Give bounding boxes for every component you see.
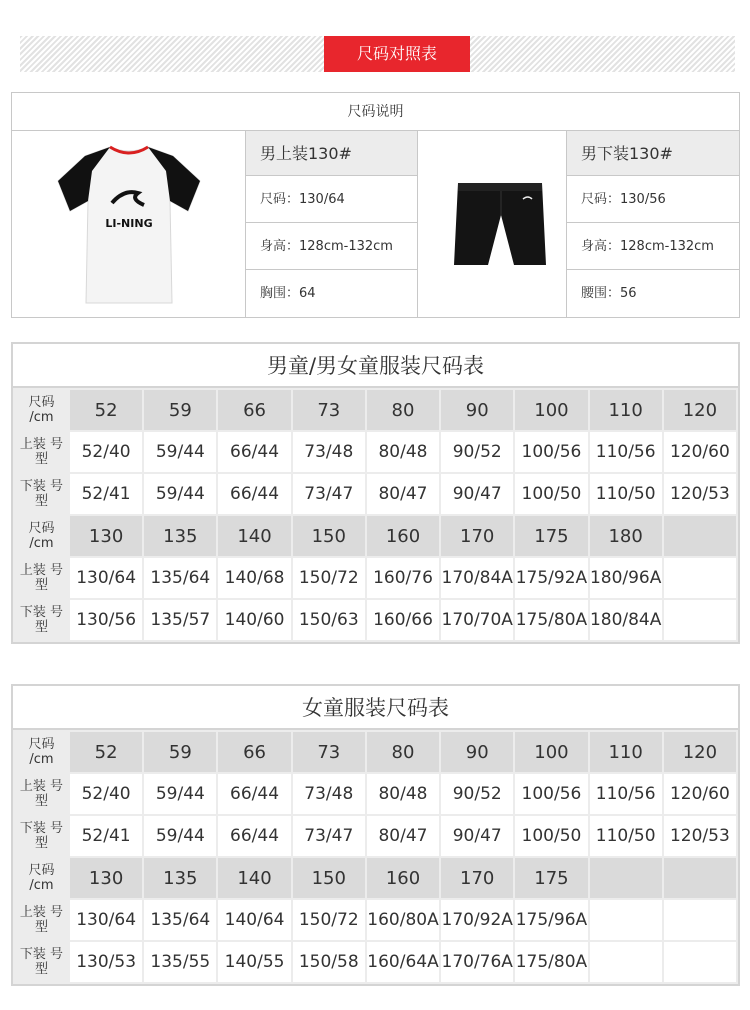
boys-size-table-title: 男童/男女童服装尺码表 [13,344,738,388]
top-cell: 100/56 [515,432,587,472]
size-description-title: 尺码说明 [12,93,739,131]
size-cell: 130 [70,858,142,898]
top-cell: 175/92A [515,558,587,598]
size-cell: 66 [218,390,290,430]
top-info-size: 尺码：130/64 [246,176,417,223]
tshirt-image-cell [12,131,246,317]
bottom-cell: 140/55 [218,942,290,982]
boys-size-table [11,342,740,644]
size-cell [664,858,736,898]
top-cell: 140/64 [218,900,290,940]
bottom-info-waist: 腰围：56 [581,286,637,301]
bottom-cell: 110/50 [590,816,662,856]
shorts-image-cell [418,131,567,317]
top-cell: 66/44 [218,432,290,472]
bottom-cell: 66/44 [218,816,290,856]
girls-size-grid [13,730,738,984]
top-cell: 52/40 [70,774,142,814]
top-cell: 52/40 [70,432,142,472]
size-cell: 140 [218,858,290,898]
bottom-cell: 80/47 [367,474,439,514]
top-cell: 90/52 [441,432,513,472]
banner-title: 尺码对照表 [324,36,470,72]
girls-size-table [11,684,740,986]
top-cell: 59/44 [144,432,216,472]
bottom-cell: 170/70A [441,600,513,640]
row-label-size: 尺码 /cm [15,390,68,430]
top-cell: 150/72 [293,558,365,598]
bottom-cell: 150/63 [293,600,365,640]
bottom-cell: 52/41 [70,474,142,514]
top-cell: 135/64 [144,900,216,940]
top-cell [664,558,736,598]
size-cell: 175 [515,858,587,898]
size-cell: 66 [218,732,290,772]
top-info-height: 身高：128cm-132cm [246,223,417,270]
bottom-cell: 120/53 [664,474,736,514]
row-label-top: 上装 号型 [15,432,68,472]
top-cell: 170/84A [441,558,513,598]
top-cell: 90/52 [441,774,513,814]
size-cell: 90 [441,732,513,772]
top-cell: 140/68 [218,558,290,598]
size-cell: 59 [144,732,216,772]
size-cell: 90 [441,390,513,430]
top-cell: 110/56 [590,432,662,472]
bottom-cell: 160/66 [367,600,439,640]
top-cell: 130/64 [70,900,142,940]
top-cell: 175/96A [515,900,587,940]
row-label-bottom: 下装 号型 [15,816,68,856]
row-label-size: 尺码 /cm [15,732,68,772]
boys-size-grid [13,388,738,642]
size-cell: 52 [70,732,142,772]
bottom-cell: 170/76A [441,942,513,982]
top-cell: 120/60 [664,432,736,472]
bottom-cell: 180/84A [590,600,662,640]
bottom-cell: 130/53 [70,942,142,982]
top-info-column [246,131,418,317]
size-cell: 150 [293,858,365,898]
bottom-cell: 100/50 [515,474,587,514]
row-label-bottom: 下装 号型 [15,474,68,514]
bottom-cell [664,600,736,640]
bottom-info-height: 身高：128cm-132cm [567,223,739,270]
top-cell: 66/44 [218,774,290,814]
bottom-cell: 59/44 [144,816,216,856]
bottom-cell: 66/44 [218,474,290,514]
row-label-bottom: 下装 号型 [15,600,68,640]
size-cell: 160 [367,516,439,556]
row-label-top: 上装 号型 [15,558,68,598]
top-cell: 100/56 [515,774,587,814]
bottom-info-size: 尺码：130/56 [567,176,739,223]
row-label-top: 上装 号型 [15,900,68,940]
row-label-size: 尺码 /cm [15,516,68,556]
size-cell: 120 [664,732,736,772]
size-cell: 170 [441,858,513,898]
bottom-cell: 160/64A [367,942,439,982]
size-cell: 110 [590,732,662,772]
bottom-cell [590,942,662,982]
bottom-cell: 135/57 [144,600,216,640]
size-cell: 135 [144,516,216,556]
size-cell: 73 [293,390,365,430]
size-cell: 100 [515,732,587,772]
shorts-image [418,131,567,318]
bottom-cell: 90/47 [441,816,513,856]
bottom-cell: 175/80A [515,942,587,982]
bottom-cell: 73/47 [293,816,365,856]
top-cell: 80/48 [367,432,439,472]
size-cell [590,858,662,898]
bottom-cell [664,942,736,982]
girls-size-table-title: 女童服装尺码表 [13,686,738,730]
size-cell: 73 [293,732,365,772]
top-cell: 73/48 [293,774,365,814]
size-cell: 180 [590,516,662,556]
top-cell: 59/44 [144,774,216,814]
size-cell: 59 [144,390,216,430]
top-cell: 135/64 [144,558,216,598]
top-cell: 110/56 [590,774,662,814]
top-info-chest: 胸围：64 [260,286,316,301]
tshirt-brand-text: LI-NING [105,217,153,230]
bottom-cell: 140/60 [218,600,290,640]
bottom-cell: 110/50 [590,474,662,514]
bottom-info-header: 男下装130# [567,131,739,176]
bottom-cell: 175/80A [515,600,587,640]
top-cell: 160/80A [367,900,439,940]
size-cell [664,516,736,556]
tshirt-image [12,131,246,318]
size-cell: 100 [515,390,587,430]
bottom-cell: 120/53 [664,816,736,856]
top-cell: 73/48 [293,432,365,472]
top-info-header: 男上装130# [246,131,417,176]
row-label-bottom: 下装 号型 [15,942,68,982]
size-cell: 170 [441,516,513,556]
size-cell: 110 [590,390,662,430]
bottom-cell: 80/47 [367,816,439,856]
size-cell: 140 [218,516,290,556]
bottom-cell: 73/47 [293,474,365,514]
size-cell: 80 [367,732,439,772]
bottom-cell: 52/41 [70,816,142,856]
bottom-cell: 100/50 [515,816,587,856]
size-cell: 160 [367,858,439,898]
top-cell: 180/96A [590,558,662,598]
row-label-top: 上装 号型 [15,774,68,814]
size-cell: 130 [70,516,142,556]
size-cell: 175 [515,516,587,556]
size-description-panel [11,92,740,318]
top-cell: 170/92A [441,900,513,940]
bottom-cell: 90/47 [441,474,513,514]
top-cell: 130/64 [70,558,142,598]
top-cell: 150/72 [293,900,365,940]
section-banner [20,36,735,72]
top-cell: 160/76 [367,558,439,598]
size-cell: 135 [144,858,216,898]
size-cell: 120 [664,390,736,430]
top-cell: 80/48 [367,774,439,814]
size-cell: 80 [367,390,439,430]
top-cell [664,900,736,940]
bottom-cell: 59/44 [144,474,216,514]
bottom-cell: 150/58 [293,942,365,982]
size-cell: 150 [293,516,365,556]
row-label-size: 尺码 /cm [15,858,68,898]
bottom-cell: 135/55 [144,942,216,982]
size-cell: 52 [70,390,142,430]
bottom-info-column [567,131,739,317]
top-cell [590,900,662,940]
top-cell: 120/60 [664,774,736,814]
bottom-cell: 130/56 [70,600,142,640]
